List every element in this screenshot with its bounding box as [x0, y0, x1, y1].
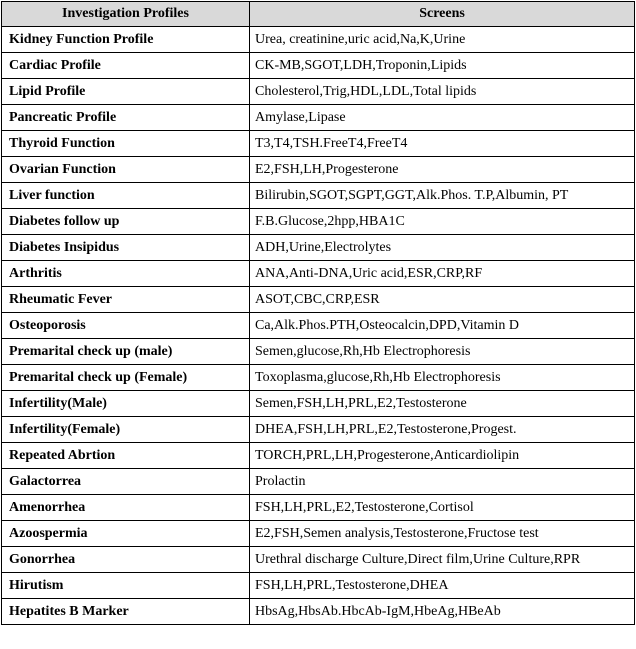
table-row — [2, 105, 635, 131]
table-row — [2, 573, 635, 599]
profile-name-cell: Osteoporosis — [2, 313, 250, 339]
profile-name-cell: Liver function — [2, 183, 250, 209]
profile-name-cell: Premarital check up (Female) — [2, 365, 250, 391]
screens-cell: Toxoplasma,glucose,Rh,Hb Electrophoresis — [250, 365, 635, 391]
profile-name-cell: Thyroid Function — [2, 131, 250, 157]
table-row — [2, 599, 635, 625]
table-row — [2, 53, 635, 79]
table-row — [2, 261, 635, 287]
table-row — [2, 287, 635, 313]
profile-name-cell: Pancreatic Profile — [2, 105, 250, 131]
profile-name-cell: Rheumatic Fever — [2, 287, 250, 313]
screens-cell: Semen,FSH,LH,PRL,E2,Testosterone — [250, 391, 635, 417]
screens-cell: E2,FSH,LH,Progesterone — [250, 157, 635, 183]
table-row — [2, 157, 635, 183]
table-row — [2, 235, 635, 261]
table-body — [2, 27, 635, 625]
screens-cell: ANA,Anti-DNA,Uric acid,ESR,CRP,RF — [250, 261, 635, 287]
table-row — [2, 417, 635, 443]
screens-cell: FSH,LH,PRL,Testosterone,DHEA — [250, 573, 635, 599]
profile-name-cell: Ovarian Function — [2, 157, 250, 183]
table-row — [2, 313, 635, 339]
table-row — [2, 391, 635, 417]
screens-cell: Urethral discharge Culture,Direct film,Urine Culture,RPR — [250, 547, 635, 573]
profile-name-cell: Azoospermia — [2, 521, 250, 547]
profile-name-cell: Diabetes Insipidus — [2, 235, 250, 261]
table-row — [2, 443, 635, 469]
profile-name-cell: Cardiac Profile — [2, 53, 250, 79]
profile-name-cell: Arthritis — [2, 261, 250, 287]
table-row — [2, 27, 635, 53]
profile-name-cell: Gonorrhea — [2, 547, 250, 573]
screens-cell: Cholesterol,Trig,HDL,LDL,Total lipids — [250, 79, 635, 105]
screens-cell: Ca,Alk.Phos.PTH,Osteocalcin,DPD,Vitamin D — [250, 313, 635, 339]
screens-cell: E2,FSH,Semen analysis,Testosterone,Fructose test — [250, 521, 635, 547]
profile-name-cell: Galactorrea — [2, 469, 250, 495]
profile-name-cell: Amenorrhea — [2, 495, 250, 521]
screens-cell: TORCH,PRL,LH,Progesterone,Anticardiolipin — [250, 443, 635, 469]
screens-cell: Amylase,Lipase — [250, 105, 635, 131]
profile-name-cell: Infertility(Male) — [2, 391, 250, 417]
screens-cell: ADH,Urine,Electrolytes — [250, 235, 635, 261]
header-screens: Screens — [250, 2, 635, 27]
screens-cell: Prolactin — [250, 469, 635, 495]
table-row — [2, 339, 635, 365]
table-row — [2, 547, 635, 573]
header-row — [2, 2, 635, 27]
table-row — [2, 131, 635, 157]
table-header — [2, 2, 635, 27]
screens-cell: ASOT,CBC,CRP,ESR — [250, 287, 635, 313]
screens-cell: DHEA,FSH,LH,PRL,E2,Testosterone,Progest. — [250, 417, 635, 443]
screens-cell: CK-MB,SGOT,LDH,Troponin,Lipids — [250, 53, 635, 79]
screens-cell: Urea, creatinine,uric acid,Na,K,Urine — [250, 27, 635, 53]
screens-cell: HbsAg,HbsAb.HbcAb-IgM,HbeAg,HBeAb — [250, 599, 635, 625]
profile-name-cell: Lipid Profile — [2, 79, 250, 105]
profile-name-cell: Hepatites B Marker — [2, 599, 250, 625]
table-row — [2, 495, 635, 521]
screens-cell: T3,T4,TSH.FreeT4,FreeT4 — [250, 131, 635, 157]
screens-cell: Bilirubin,SGOT,SGPT,GGT,Alk.Phos. T.P,Albumin, PT — [250, 183, 635, 209]
profile-name-cell: Hirutism — [2, 573, 250, 599]
investigation-profiles-table — [1, 1, 635, 625]
table-row — [2, 365, 635, 391]
table-row — [2, 521, 635, 547]
profile-name-cell: Repeated Abrtion — [2, 443, 250, 469]
profile-name-cell: Diabetes follow up — [2, 209, 250, 235]
table-row — [2, 469, 635, 495]
header-investigation-profiles: Investigation Profiles — [2, 2, 250, 27]
screens-cell: F.B.Glucose,2hpp,HBA1C — [250, 209, 635, 235]
table-row — [2, 183, 635, 209]
table-row — [2, 79, 635, 105]
profile-name-cell: Premarital check up (male) — [2, 339, 250, 365]
profile-name-cell: Kidney Function Profile — [2, 27, 250, 53]
profile-name-cell: Infertility(Female) — [2, 417, 250, 443]
screens-cell: Semen,glucose,Rh,Hb Electrophoresis — [250, 339, 635, 365]
table-row — [2, 209, 635, 235]
screens-cell: FSH,LH,PRL,E2,Testosterone,Cortisol — [250, 495, 635, 521]
